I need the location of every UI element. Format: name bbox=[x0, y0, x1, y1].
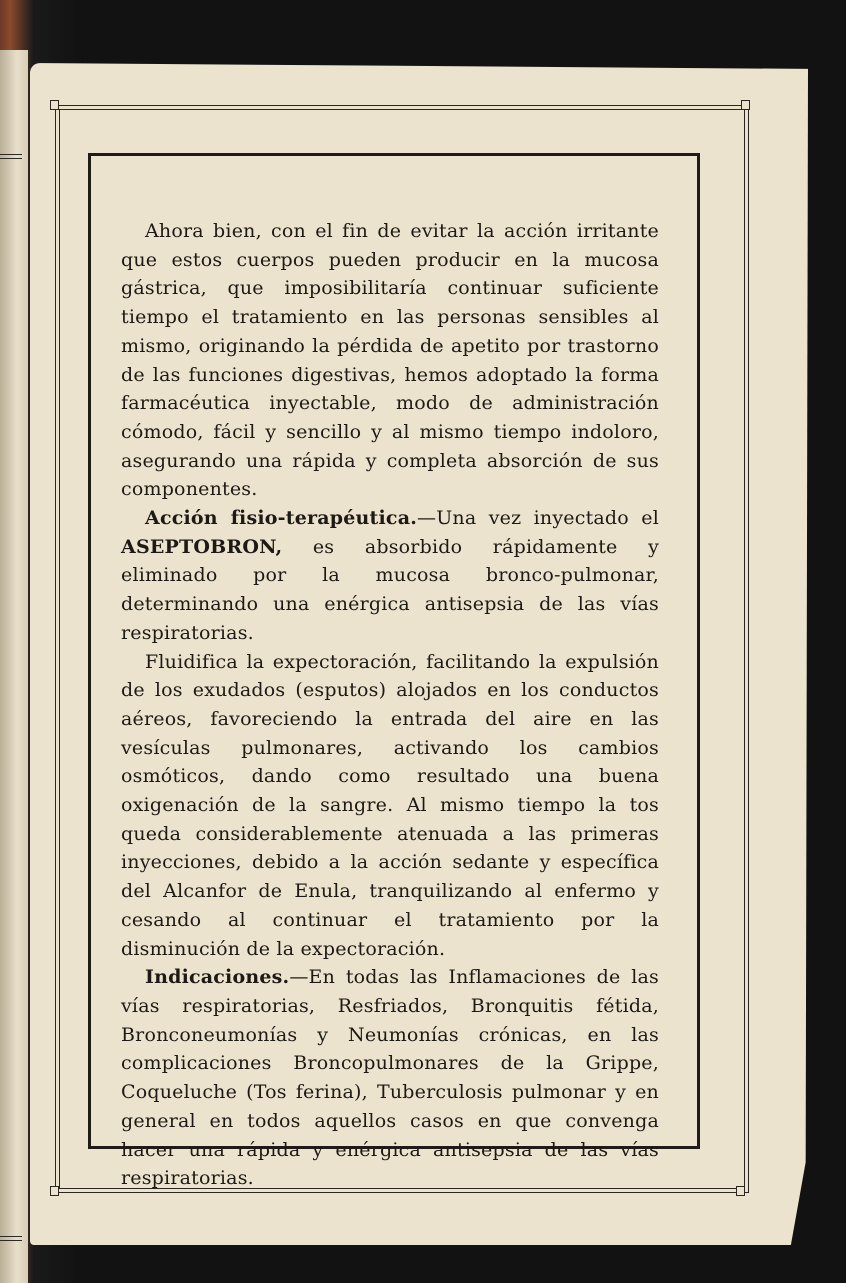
paragraph-text: es absorbido rápidamente y eliminado por la mucosa bronco-pulmonar, determinando una enérgica antisepsia de las vías respiratorias. bbox=[121, 535, 659, 644]
frame-corner-ornament bbox=[736, 1186, 745, 1196]
paragraph-text: —En todas las Inflamaciones de las vías respiratorias, Resfriados, Bronquitis fétida, Bronconeumonías y Neumonías crónicas, en las complicaciones Broncopulmonares de la Grippe, Coqueluche (Tos ferina), Tuberculosis pulmonar y en general en todos aquellos casos en que convenga hacer una rápida y enérgica antisepsia de las vías respiratorias. bbox=[121, 966, 659, 1190]
page-text bbox=[121, 217, 659, 1193]
paragraph-text: —Una vez inyectado el bbox=[417, 507, 659, 530]
previous-page-frame-line bbox=[0, 1236, 22, 1241]
frame-corner-ornament bbox=[741, 100, 750, 110]
paragraph-intro: Ahora bien, con el fin de evitar la acción irritante que estos cuerpos pueden producir en la mucosa gástrica, que imposibilitaría continuar suficiente tiempo el tratamiento en las personas sensibles al mismo, originando la pérdida de apetito por trastorno de las funciones digestivas, hemos adoptado la forma farmacéutica inyectable, modo de administración cómodo, fácil y sencillo y al mismo tiempo indoloro, asegurando una rápida y completa absorción de sus componentes. bbox=[121, 220, 659, 501]
frame-corner-ornament bbox=[50, 100, 59, 110]
paragraph-accion-fisio-terapeutica bbox=[121, 504, 659, 648]
section-heading: Indicaciones. bbox=[145, 966, 290, 989]
previous-page-edge bbox=[0, 50, 28, 1283]
product-name: ASEPTOBRON, bbox=[121, 535, 283, 558]
previous-page-frame-line bbox=[0, 154, 22, 159]
frame-corner-ornament bbox=[50, 1186, 59, 1196]
paragraph-expectoracion: Fluidifica la expectoración, facilitando la expulsión de los exudados (esputos) alojados en los conductos aéreos, favoreciendo la entrada del aire en las vesículas pulmonares, activando los cambios osmóticos, dando como resultado una buena oxigenación de la sangre. Al mismo tiempo la tos queda considerablemente atenuada a las primeras inyecciones, debido a la acción sedante y específica del Alcanfor de Enula, tranquilizando al enfermo y cesando al continuar el tratamiento por la disminución de la expectoración. bbox=[121, 650, 659, 960]
section-heading: Acción fisio-terapéutica. bbox=[145, 507, 418, 530]
paragraph-indicaciones bbox=[121, 963, 659, 1193]
